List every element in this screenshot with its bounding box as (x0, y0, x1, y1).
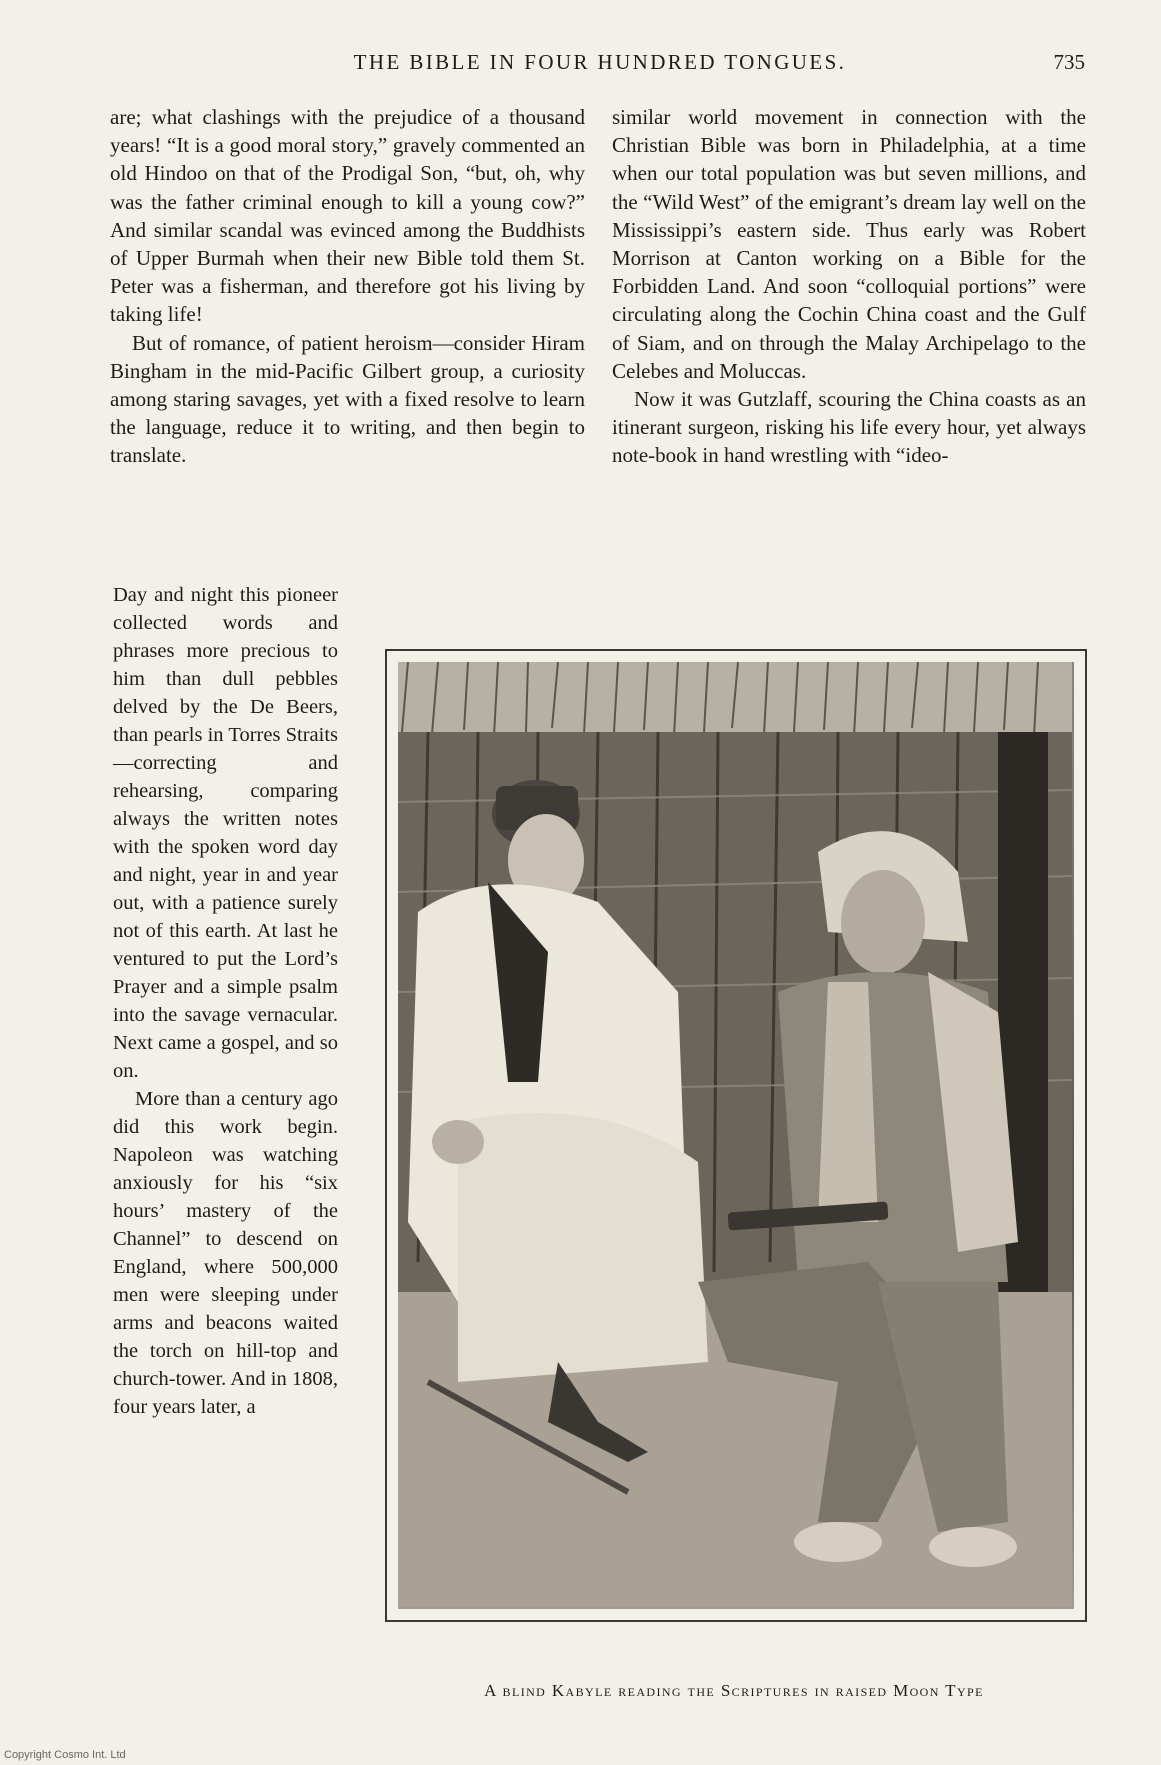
photograph-blind-kabyle-reading (398, 662, 1074, 1609)
photograph-illustration (398, 662, 1072, 1607)
right-column-top (612, 103, 1086, 470)
paragraph: Day and night this pioneer collected words and phrases more precious to him than dull pebbles delved by the De Beers, than pearls in Torres Straits—correcting and rehearsing, comparing always the written notes with the spoken word day and night, year in and year out, with a patience surely not of this earth. At last he ventured to put the Lord’s Prayer and a simple psalm into the savage vernacular. Next came a gospel, and so on. (113, 584, 338, 1082)
photograph-frame (385, 649, 1087, 1622)
copyright-watermark: Copyright Cosmo Int. Ltd (4, 1749, 126, 1761)
photo-caption: A blind Kabyle reading the Scriptures in raised Moon Type (484, 1681, 984, 1700)
paragraph: More than a century ago did this work begin. Napoleon was watching anxiously for his “six hours’ mastery of the Channel” to descend on England, where 500,000 men were sleeping under arms and beacons waited the torch on hill-top and church-tower. And in 1808, four years later, a (113, 1088, 338, 1418)
page-number: 735 (1053, 50, 1085, 74)
left-narrow-column (113, 581, 338, 1421)
left-column-top (110, 103, 585, 470)
running-header-title: THE BIBLE IN FOUR HUNDRED TONGUES. (353, 50, 847, 74)
paragraph: are; what clashings with the prejudice of a thousand years! “It is a good moral story,” gravely commented an old Hindoo on that of the Prodigal Son, “but, oh, why was the father criminal enough to kill a young cow?” And similar scandal was evinced among the Buddhists of Upper Burmah when their new Bible told them St. Peter was a fisherman, and therefore got his living by taking life! (110, 105, 585, 327)
paragraph: But of romance, of patient heroism—consider Hiram Bingham in the mid-Pacific Gilbert group, a curiosity among staring savages, yet with a fixed resolve to learn the language, reduce it to writing, and then begin to translate. (110, 330, 585, 468)
paragraph: similar world movement in connection with the Christian Bible was born in Philadelphia, at a time when our total population was but seven millions, and the “Wild West” of the emigrant’s dream lay well on the Mississippi’s eastern side. Thus early was Robert Morrison at Canton working on a Bible for the Forbidden Land. And soon “colloquial portions” were circulating along the Cochin China coast and the Gulf of Siam, and on through the Malay Archipelago to the Celebes and Moluccas. (612, 105, 1086, 383)
paragraph: Now it was Gutzlaff, scouring the China coasts as an itinerant surgeon, risking his life every hour, yet always note-book in hand wrestling with “ideo- (612, 387, 1086, 468)
